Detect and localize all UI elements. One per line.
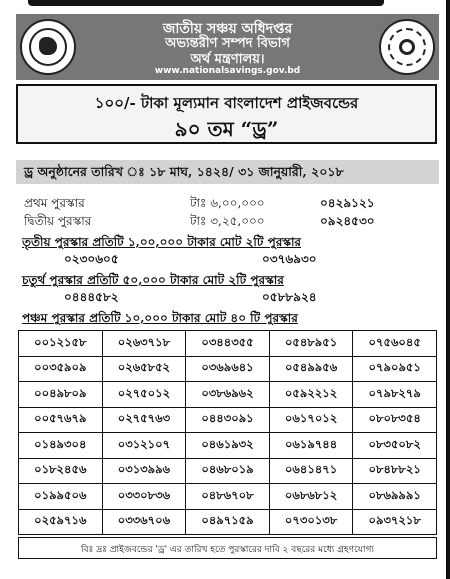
header-department: জাতীয় সঞ্চয় অধিদপ্তর (162, 21, 293, 37)
winner-number: ০৭৫৬০৪৫ (353, 331, 437, 357)
winner-number: ০১৯৯৫০৬ (19, 484, 103, 510)
winner-number: ০০৩৫৯০৯ (19, 356, 103, 382)
winner-number: ০১৮২৪৫৬ (19, 458, 103, 484)
header-banner (16, 14, 439, 80)
fourth-prize-heading: চতুর্থ পুরস্কার প্রতিটি ৫০,০০০ টাকার মোট ২টি পুরস্কার (22, 273, 284, 287)
second-prize-number: ০৯২৪৫৩০ (320, 214, 375, 228)
winner-number: ০৬১৯৭৪৪ (269, 433, 353, 459)
winner-number: ০০৪৯৮০৯ (19, 382, 103, 408)
draw-date-bar (16, 160, 439, 184)
table-row (19, 509, 437, 535)
winner-number: ০৮০৮৩৫৪ (353, 407, 437, 433)
winner-number: ০৮৩৫০৮২ (353, 433, 437, 459)
first-prize-amount: টাঃ ৬,০০,০০০ (190, 196, 265, 210)
winner-number: ০৬৮৬৮১২ (269, 484, 353, 510)
first-prize-number: ০৪২৯১২১ (320, 196, 375, 210)
winner-number: ০০৫৭৬৭৯ (19, 407, 103, 433)
winner-number: ০৫৪৯৯৫৬ (269, 356, 353, 382)
footer-note: বিঃ দ্রঃ প্রাইজবন্ডের 'ড্র' এর তারিখ হতে পুরস্কারের দাবি ২ বছরের মধ্যে গ্রহণযোগ্য (80, 545, 375, 555)
winner-number: ০৩১২১০৭ (102, 433, 186, 459)
winner-number: ০১৪৯৩০৪ (19, 433, 103, 459)
draw-date: ড্র অনুষ্ঠানের তারিখ ঃ ১৮ মাঘ, ১৪২৪/ ৩১ জানুয়ারী, ২০১৮ (24, 164, 344, 179)
savings-logo-icon (379, 19, 435, 75)
title-bond: ১০০/- টাকা মূল্যমান বাংলাদেশ প্রাইজবন্ডের (94, 94, 359, 112)
table-row (19, 382, 437, 408)
winner-number: ০৩৪৪৩৫৫ (186, 331, 270, 357)
winner-number: ০২৬৫৮৫২ (102, 356, 186, 382)
winner-number: ০৭৯৮২৭৯ (353, 382, 437, 408)
winner-number: ০২৭৫৭৬৩ (102, 407, 186, 433)
fourth-prize-number-2: ০৫৮৮৯২৪ (262, 290, 317, 304)
winner-number: ০২৬৩৭১৮ (102, 331, 186, 357)
winner-number: ০৩৮৬৯৬২ (186, 382, 270, 408)
winner-number: ০৩৬৯৬৪১ (186, 356, 270, 382)
winner-number: ০৫৪৮৯৫১ (269, 331, 353, 357)
winner-number: ০০১২১৫৮ (19, 331, 103, 357)
winner-number: ০৬১৭০১২ (269, 407, 353, 433)
winner-number: ০৫৯২২১২ (269, 382, 353, 408)
winner-number: ০৬৪১৪৭১ (269, 458, 353, 484)
first-prize-label: প্রথম পুরস্কার (24, 196, 85, 210)
table-row (19, 458, 437, 484)
top-border-bar (28, 0, 384, 6)
winner-number: ০৭৩০১৩৮ (269, 509, 353, 535)
table-row (19, 433, 437, 459)
winner-number: ০৩১৩৯৯৬ (102, 458, 186, 484)
fourth-prize-number-1: ০৪৪৪৫৮২ (64, 290, 119, 304)
table-row (19, 484, 437, 510)
third-prize-number-1: ০২৩০৬০৫ (64, 252, 119, 266)
third-prize-heading: তৃতীয় পুরস্কার প্রতিটি ১,০০,০০০ টাকার মোট ২টি পুরস্কার (22, 235, 302, 249)
winner-number: ০৩৩৬৭০৬ (102, 509, 186, 535)
winner-number: ০৯৩৭২১৮ (353, 509, 437, 535)
title-box (16, 84, 437, 144)
winner-number: ০৭৯০৯৫১ (353, 356, 437, 382)
footer-note-box (18, 537, 437, 559)
third-prize-number-2: ০৩৭৬৯৩০ (262, 252, 317, 266)
winner-number: ০৪৯৭১৫৯ (186, 509, 270, 535)
table-row (19, 331, 437, 357)
winner-number: ০৪৬৮০১৯ (186, 458, 270, 484)
winner-number: ০৪৮৬৭০৮ (186, 484, 270, 510)
winner-number: ০৮৬৯৯৯১ (353, 484, 437, 510)
winner-number: ০৪৬১৯৩২ (186, 433, 270, 459)
winner-number: ০২৭৫০১২ (102, 382, 186, 408)
header-ministry: অর্থ মন্ত্রণালয়। (190, 52, 265, 67)
title-draw-number: ৯০ তম “ড্র” (174, 117, 279, 141)
header-division: অভ্যন্তরীণ সম্পদ বিভাগ (165, 36, 290, 51)
winner-number: ০৮৪৮৮২১ (353, 458, 437, 484)
second-prize-amount: টাঃ ৩,২৫,০০০ (190, 214, 265, 228)
top-border (0, 0, 450, 8)
header-website: www.nationalsavings.gov.bd (154, 66, 301, 76)
table-row (19, 356, 437, 382)
government-seal-icon (20, 19, 76, 75)
winner-number: ০৩৩০৮৩৬ (102, 484, 186, 510)
winner-number: ০২৫৯৭১৬ (19, 509, 103, 535)
right-border (446, 0, 450, 579)
winners-table (18, 330, 437, 535)
fifth-prize-heading: পঞ্চম পুরস্কার প্রতিটি ১০,০০০ টাকার মোট ৪০ টি পুরস্কার (22, 311, 298, 325)
winner-number: ০৪৪৩০৯১ (186, 407, 270, 433)
second-prize-label: দ্বিতীয় পুরস্কার (24, 214, 92, 228)
table-row (19, 407, 437, 433)
